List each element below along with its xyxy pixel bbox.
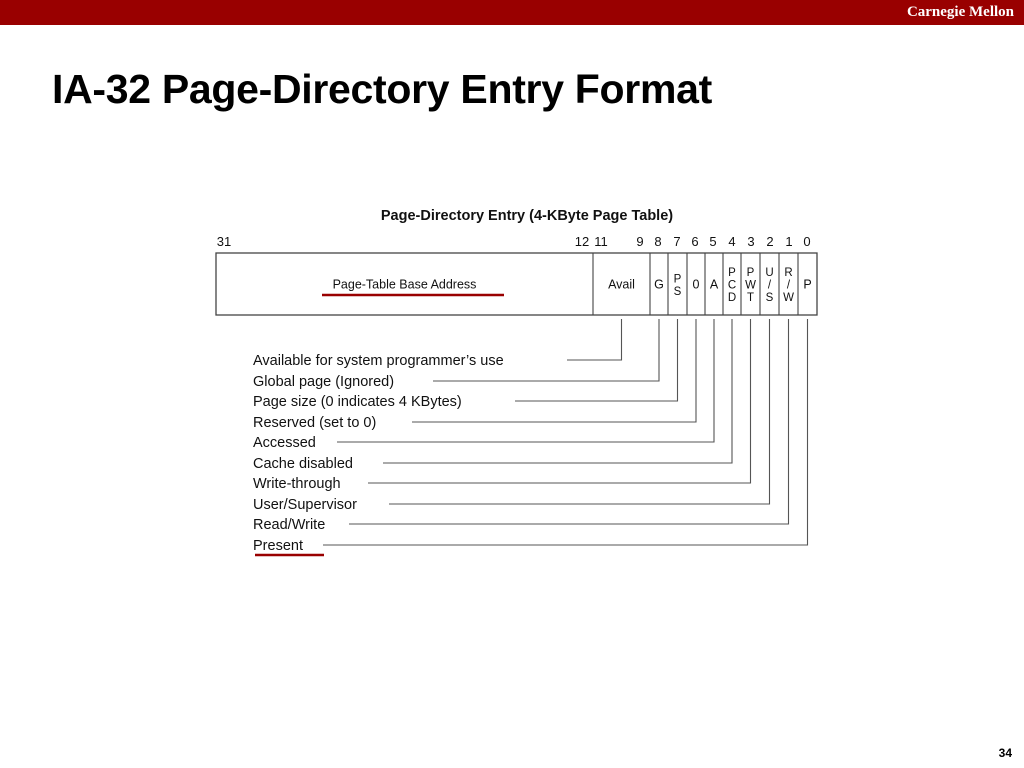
bit-number-5: 5 <box>709 234 717 249</box>
description-avail: Available for system programmer’s use <box>253 353 504 369</box>
field-label-rw: / <box>786 279 791 292</box>
bit-number-0: 0 <box>803 234 811 249</box>
diagram-caption: Page-Directory Entry (4-KByte Page Table) <box>380 208 674 224</box>
field-label-ps: S <box>673 285 682 298</box>
field-label-rw: W <box>783 292 794 304</box>
field-label-g: G <box>654 277 664 292</box>
field-label-pwt: W <box>745 279 756 292</box>
field-label-avail: Avail <box>608 277 635 292</box>
description-g: Global page (Ignored) <box>253 374 395 390</box>
bit-number-4: 4 <box>728 234 736 249</box>
leader-line-us <box>389 319 770 504</box>
description-ps: Page size (0 indicates 4 KBytes) <box>253 394 462 410</box>
field-label-us: U <box>765 267 774 279</box>
bit-number-11: 11 <box>594 234 608 249</box>
field-label-zero: 0 <box>692 277 700 292</box>
field-label-a: A <box>709 277 719 292</box>
header-bar <box>0 0 1024 25</box>
field-label-pcd: P <box>728 267 736 279</box>
page-number: 34 <box>998 746 1012 760</box>
field-label-base: Page-Table Base Address <box>332 277 477 292</box>
pde-diagram <box>200 196 840 571</box>
description-rw: Read/Write <box>253 517 326 533</box>
field-label-us: / <box>767 279 772 292</box>
pde-diagram-svg <box>200 196 840 566</box>
bit-number-8: 8 <box>654 234 662 249</box>
brand-name: Carnegie Mellon <box>906 4 1014 20</box>
leader-line-avail <box>567 319 622 360</box>
field-label-us: S <box>765 292 774 304</box>
description-zero: Reserved (set to 0) <box>253 415 377 431</box>
field-label-ps: P <box>673 273 682 286</box>
slide-title: IA-32 Page-Directory Entry Format <box>52 66 712 112</box>
bit-number-3: 3 <box>747 234 755 249</box>
description-p: Present <box>253 538 303 554</box>
bit-number-2: 2 <box>766 234 774 249</box>
bit-number-1: 1 <box>785 234 793 249</box>
register-box <box>216 253 817 315</box>
field-label-pwt: T <box>746 292 755 304</box>
field-label-pwt: P <box>746 267 755 279</box>
bit-number-9: 9 <box>636 234 644 249</box>
field-label-pcd: C <box>727 279 737 292</box>
bit-number-7: 7 <box>673 234 681 249</box>
description-a: Accessed <box>253 435 316 451</box>
bit-number-31: 31 <box>216 234 232 249</box>
bit-number-6: 6 <box>691 234 699 249</box>
leader-line-pcd <box>383 319 732 463</box>
description-pwt: Write-through <box>253 476 341 492</box>
field-label-pcd: D <box>727 292 737 304</box>
bit-number-12: 12 <box>574 234 590 249</box>
leader-line-g <box>433 319 659 381</box>
description-pcd: Cache disabled <box>253 456 353 472</box>
field-label-p: P <box>803 277 812 292</box>
field-label-rw: R <box>784 267 793 279</box>
description-us: User/Supervisor <box>253 497 357 513</box>
